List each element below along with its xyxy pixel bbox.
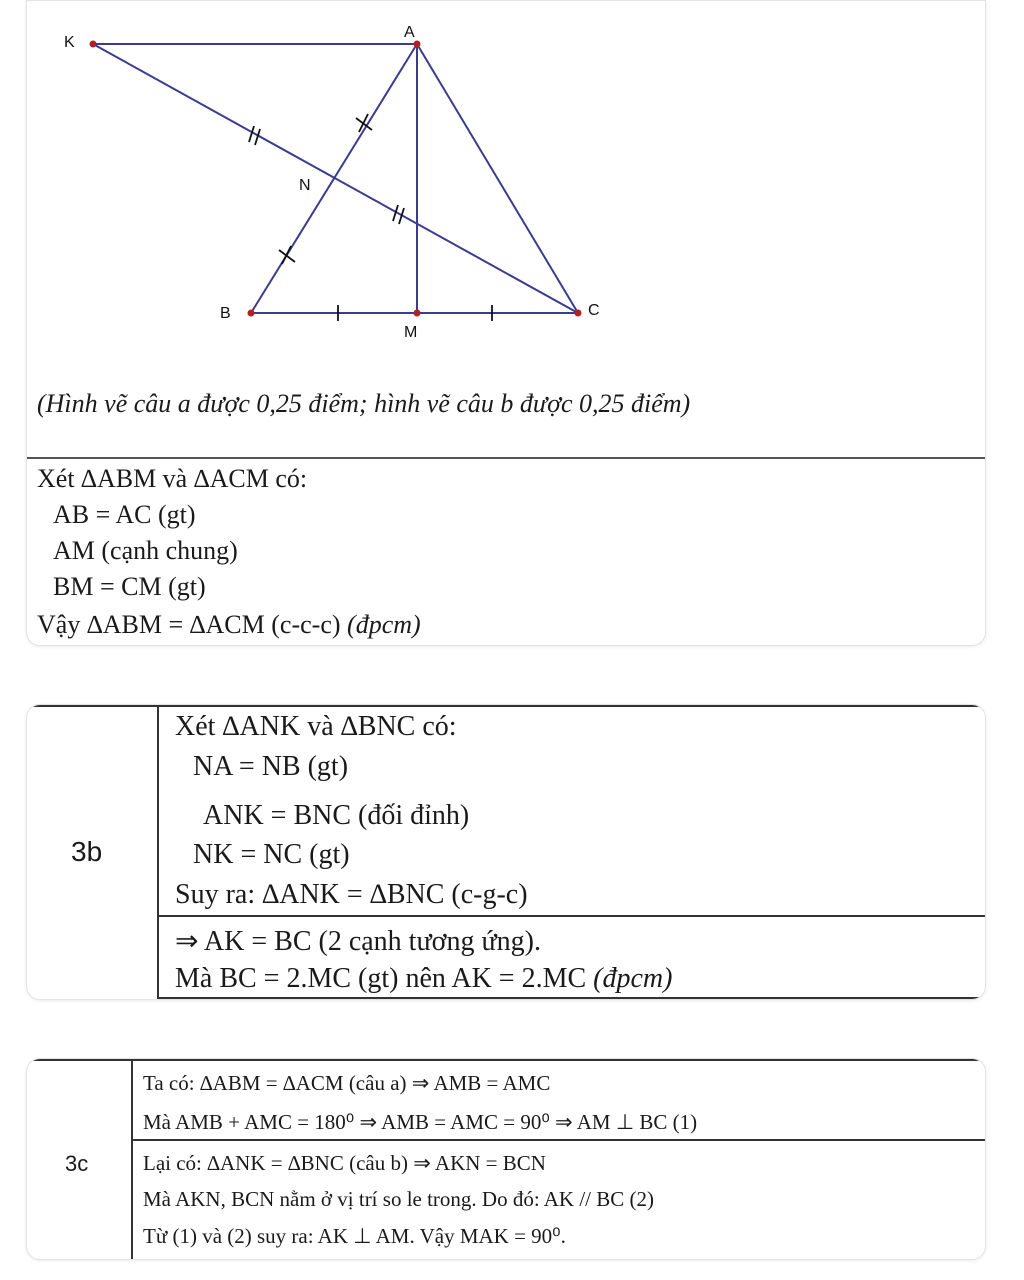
segment-AC	[417, 44, 578, 313]
qed-tag: (đpcm)	[347, 610, 421, 639]
proof-line: Lại có: ∆ANK = ∆BNC (câu b) ⇒ AKN = BCN	[143, 1151, 546, 1175]
point-label-A: A	[404, 24, 415, 41]
proof-conclusion	[37, 610, 421, 640]
divider	[27, 457, 985, 459]
proof-line: Xét ∆ANK và ∆BNC có:	[175, 711, 457, 742]
point-label-B: B	[220, 305, 231, 322]
solution-card-part-a	[26, 0, 986, 646]
point-label-N: N	[299, 177, 311, 194]
proof-line: Suy ra: ∆ANK = ∆BNC (c-g-c)	[175, 879, 528, 910]
row-label: 3c	[65, 1151, 89, 1176]
proof-line: Xét ∆ABM và ∆ACM có:	[37, 464, 308, 493]
segment-AB	[251, 44, 417, 313]
proof-line: ⇒ AK = BC (2 cạnh tương ứng).	[175, 926, 541, 957]
row-label: 3b	[71, 836, 103, 867]
proof-line: BM = CM (gt)	[53, 572, 206, 601]
proof-line: NA = NB (gt)	[193, 751, 349, 782]
proof-line: Mà AKN, BCN nằm ở vị trí so le trong. Do đó: AK // BC (2)	[143, 1187, 655, 1211]
proof-line: Từ (1) và (2) suy ra: AK ⊥ AM. Vậy MAK = 90⁰.	[143, 1224, 566, 1248]
qed-tag: (đpcm)	[593, 963, 673, 994]
figure-caption: (Hình vẽ câu a được 0,25 điểm; hình vẽ câu b được 0,25 điểm)	[37, 389, 691, 418]
equal-tick-marks	[249, 114, 492, 321]
proof-line: Mà AMB + AMC = 180⁰ ⇒ AMB = AMC = 90⁰ ⇒ AM ⊥ BC (1)	[143, 1110, 698, 1134]
conclusion-text: Vậy ∆ABM = ∆ACM (c-c-c)	[37, 610, 341, 639]
proof-line: ANK = BNC (đối đỉnh)	[203, 800, 470, 831]
solution-card-part-c	[26, 1058, 986, 1260]
point-label-C: C	[588, 302, 600, 319]
geometry-figure	[27, 1, 667, 371]
proof-line: NK = NC (gt)	[193, 839, 350, 870]
point-label-M: M	[404, 324, 418, 341]
proof-line: AB = AC (gt)	[53, 500, 196, 529]
point-label-K: K	[64, 34, 75, 51]
segment-KC	[93, 44, 578, 313]
proof-line: AM (cạnh chung)	[53, 536, 238, 565]
proof-line: Ta có: ∆ABM = ∆ACM (câu a) ⇒ AMB = AMC	[143, 1071, 551, 1095]
proof-conclusion	[175, 963, 672, 995]
solution-card-part-b	[26, 704, 986, 1000]
conclusion-text: Mà BC = 2.MC (gt) nên AK = 2.MC	[175, 963, 587, 994]
